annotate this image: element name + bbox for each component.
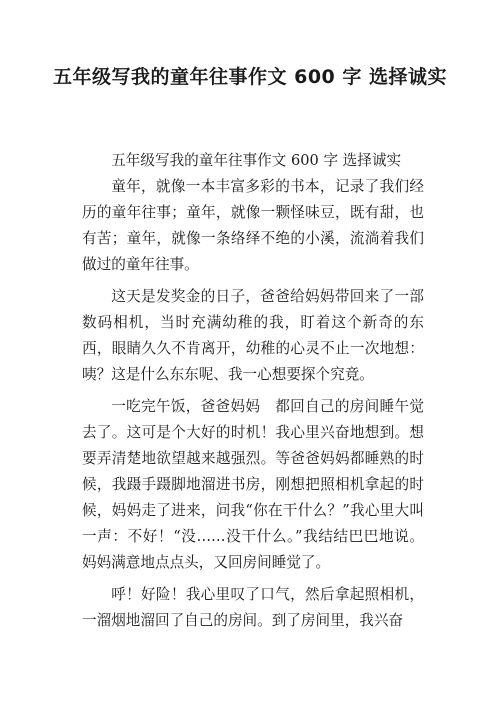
paragraph-2: 这天是发奖金的日子，爸爸给妈妈带回来了一部数码相机，当时充满幼稚的我，盯着这个新奇的东西，眼睛久久不肯离开，幼稚的心灵不止一次地想：咦？这是什么东东呢、我一心想要探个究竟。 <box>82 288 424 383</box>
paragraph-3: 一吃完午饭，爸爸妈妈 都回自己的房间睡午觉去了。这可是个大好的时机！我心里兴奋地想到。想要弄清楚地欲望越来越强烈。等爸爸妈妈都睡熟的时候，我蹑手蹑脚地溜进书房，刚想把照相机拿起的时候，妈妈走了进来，问我“你在干什么？”我心里大叫一声：不好！“没……没干什么。”我结结巴巴地说。妈妈满意地点点头，又回房间睡觉了。 <box>82 398 424 571</box>
paragraph-1: 童年，就像一本丰富多彩的书本，记录了我们经历的童年往事；童年，就像一颗怪味豆，既有甜，也有苦；童年，就像一条络绎不绝的小溪，流淌着我们做过的童年往事。 <box>82 178 424 273</box>
document-title: 五年级写我的童年往事作文 600 字 选择诚实 <box>52 66 447 88</box>
document-subtitle: 五年级写我的童年往事作文 600 字 选择诚实 <box>111 152 402 169</box>
document-body <box>82 148 424 634</box>
paragraph-4: 呼！好险！我心里叹了口气，然后拿起照相机，一溜烟地溜回了自己的房间。到了房间里，我兴奋 <box>82 586 424 629</box>
